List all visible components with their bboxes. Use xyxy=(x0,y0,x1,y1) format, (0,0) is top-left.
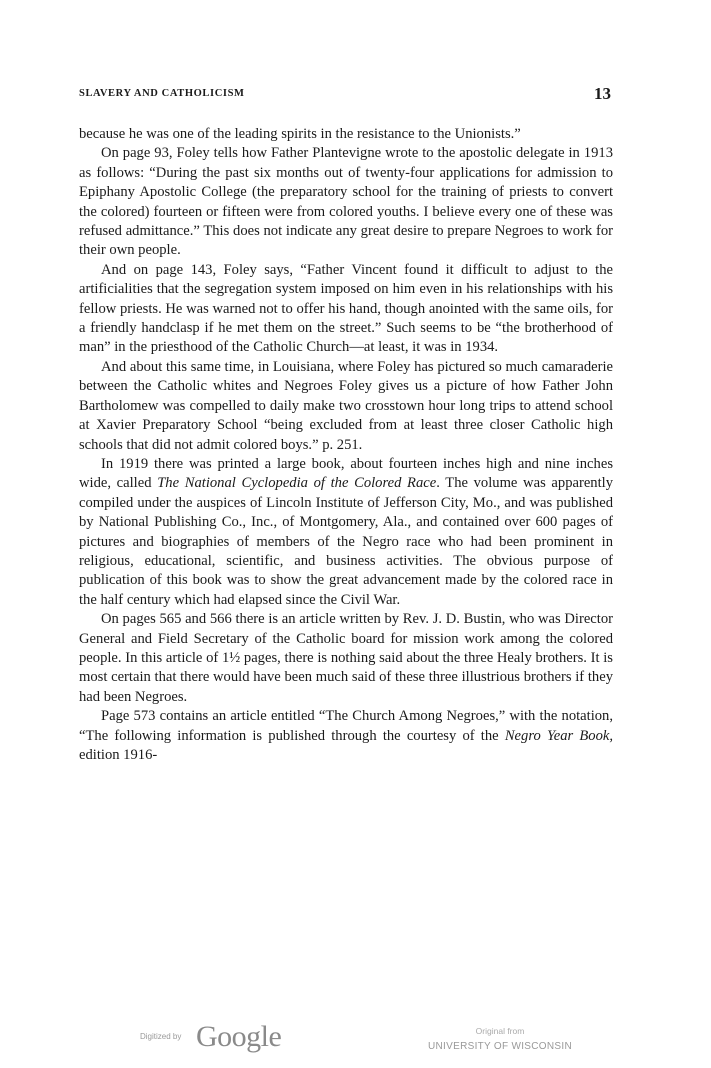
italic-title: Negro Year Book, xyxy=(504,727,614,744)
digitized-by-label: Digitized by xyxy=(140,1032,182,1041)
paragraph xyxy=(79,144,613,260)
paragraph-text: In 1919 there was printed a large book, about fourteen inches high and nine inches wide, called xyxy=(79,455,613,492)
paragraph-text: . The volume was apparently compiled under the auspices of Lincoln Institute of Jefferson City, Mo., and was published by National Publishing Co., Inc., of Montgomery, Ala., and contained over 600 pages of pictures and biographies of members of the Negro race who had been prominent in religious, educational, scientific, and business activities. The obvious purpose of publication of this book was to show the great advancement made by the colored race in the half century which had elapsed since the Civil War. xyxy=(79,475,614,608)
running-title: SLAVERY AND CATHOLICISM xyxy=(79,88,245,99)
paragraph-text: because he was one of the leading spirits in the resistance to the Unionists.” xyxy=(79,126,521,142)
paragraph-text: And on page 143, Foley says, “Father Vincent found it difficult to adjust to the artificialities that the segregation system imposed on him even in his relationships with his fellow priests. He was warned not to offer his hand, though anointed with the same oils, for a friendly handclasp if he met them on the street.” Such seems to be “the brotherhood of man” in the priesthood of the Catholic Church—at least, it was in 1934. xyxy=(79,261,613,356)
scan-footer xyxy=(0,1020,711,1060)
paragraph-text: edition 1916- xyxy=(79,747,158,763)
paragraph-text: On page 93, Foley tells how Father Plantevigne wrote to the apostolic delegate in 1913 as follows: “During the past six months out of twenty-four applications for admission to Epiphany Apostolic College (the preparatory school for the training of priests to convert the colored) fourteen or fifteen were from colored youths. I believe every one of these was refused admittance.” This does not indicate any great desire to prepare Negroes to work for their own people. xyxy=(79,145,613,259)
paragraph xyxy=(79,358,613,455)
body-text xyxy=(79,125,613,765)
paragraph-text: And about this same time, in Louisiana, where Foley has pictured so much camaraderie between the Catholic whites and Negroes Foley gives us a picture of how Father John Bartholomew was compelled to daily make two crosstown hour long trips to attend school at Xavier Preparatory School “being excluded from at least three closer Catholic high schools that did not admit colored boys.” p. 251. xyxy=(79,358,613,453)
page-number: 13 xyxy=(594,84,611,103)
google-logo: Google xyxy=(196,1020,282,1053)
original-from-label: Original from xyxy=(475,1026,525,1036)
paragraph-text: On pages 565 and 566 there is an article written by Rev. J. D. Bustin, who was Director General and Field Secretary of the Catholic board for mission work among the colored people. In this article of 1½ pages, there is nothing said about the three Healy brothers. It is most certain that there would have been much said of these three illustrious brothers if they had been Negroes. xyxy=(79,611,613,705)
paragraph xyxy=(79,610,613,707)
library-name: UNIVERSITY OF WISCONSIN xyxy=(428,1041,572,1052)
italic-title: The National Cyclopedia of the Colored Race xyxy=(157,475,437,492)
paragraph xyxy=(79,455,613,610)
paragraph xyxy=(79,261,613,358)
running-head xyxy=(79,84,613,106)
paragraph xyxy=(79,707,613,765)
paragraph-text: Page 573 contains an article entitled “The Church Among Negroes,” with the notation, “The following information is published through the courtesy of the xyxy=(79,708,613,744)
paragraph xyxy=(79,125,613,144)
